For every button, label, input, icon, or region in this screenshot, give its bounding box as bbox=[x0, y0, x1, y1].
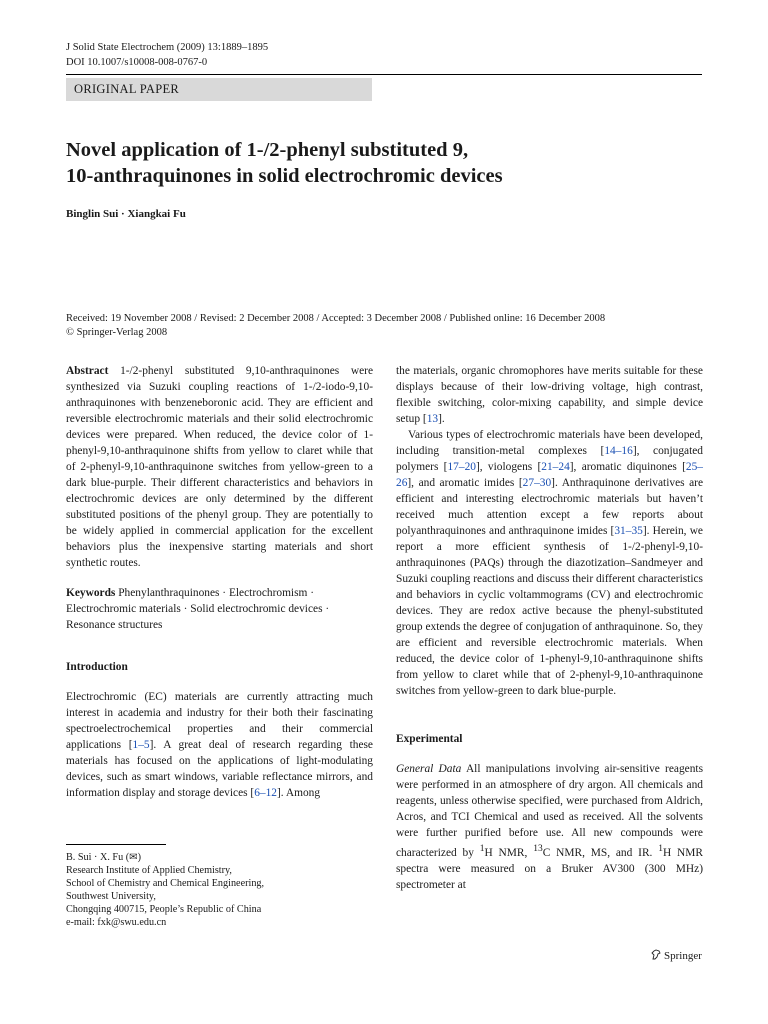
experimental-heading: Experimental bbox=[396, 733, 463, 745]
affiliation-line: School of Chemistry and Chemical Engineering, bbox=[66, 878, 265, 889]
citation-link[interactable]: 31–35 bbox=[614, 525, 643, 537]
article-type-banner: ORIGINAL PAPER bbox=[66, 78, 372, 101]
citation-link[interactable]: 1–5 bbox=[132, 739, 150, 751]
body-text: H NMR spectra were measured on a Bruker AV300 (300 MHz) spectrometer at bbox=[396, 846, 703, 891]
introduction-paragraph bbox=[66, 689, 373, 801]
body-text: the materials, organic chromophores have merits suitable for these displays because of their low-driving voltage, high contrast, flexible switching, color-mixing capability, and simple device setup [ bbox=[396, 365, 703, 425]
body-text: ], and aromatic imides [ bbox=[407, 477, 523, 489]
publisher-name: Springer bbox=[664, 950, 702, 962]
citation-link[interactable]: 14–16 bbox=[604, 445, 633, 457]
body-text: ], conjugated polymers [ bbox=[396, 445, 703, 473]
body-text: Various types of electrochromic materials have been developed, including transition-metal complexes [ bbox=[396, 429, 703, 457]
header-rule bbox=[66, 74, 702, 75]
citation-link[interactable]: 27–30 bbox=[522, 477, 552, 489]
intro-text: Electrochromic (EC) materials are currently attracting much interest in academia and industry for their both their fascinating spectroelectrochemical properties and their commercial applications [ bbox=[66, 691, 373, 751]
springer-horse-icon bbox=[651, 949, 661, 960]
authors: Binglin Sui · Xiangkai Fu bbox=[66, 208, 186, 220]
copyright: © Springer-Verlag 2008 bbox=[66, 327, 168, 338]
citation-link[interactable]: 13 bbox=[426, 413, 439, 425]
superscript: 1 bbox=[479, 844, 485, 854]
superscript: 13 bbox=[533, 844, 543, 854]
journal-citation: J Solid State Electrochem (2009) 13:1889–1895 bbox=[66, 42, 269, 53]
footnote-rule bbox=[66, 844, 166, 845]
keywords-label: Keywords bbox=[66, 587, 116, 599]
keywords-text: Phenylanthraquinones · Electrochromism · Electrochromic materials · Solid electrochromic devices · Resonance structures bbox=[66, 587, 330, 631]
email-link[interactable]: e-mail: fxk@swu.edu.cn bbox=[66, 917, 167, 928]
abstract-label: Abstract bbox=[66, 365, 109, 377]
body-text: H NMR, bbox=[484, 846, 534, 859]
body-text: ]. Herein, we report a more efficient synthesis of 1-/2-phenyl-9,10-anthraquinones (PAQs) through the diazotization–Sandmeyer and Suzuki coupling reactions and discuss their different characteristics and behaviors in cyclic voltammograms (CV) and electrochromic devices. They are redox active because the phenyl-substituted group extends the degree of conjugation of anthraquinone. So, they are efficient and reversible electrochromic materials. When reduced, the device color of 1-phenyl-9,10-anthraquinone shifts from yellow to claret while that of 2-phenyl-9,10-anthraquinone switches from yellow-green to dark blue-purple. bbox=[396, 525, 703, 697]
intro-text: ]. A great deal of research regarding these materials has focused on the applications of light-modulating devices, such as smart windows, variable reflectance mirrors, and information display and storage devices [ bbox=[66, 739, 373, 799]
body-text: C NMR, MS, and IR. bbox=[542, 846, 659, 859]
left-column bbox=[66, 363, 373, 801]
abstract bbox=[66, 363, 373, 571]
citation-link[interactable]: 17–20 bbox=[447, 461, 476, 473]
paper-title bbox=[66, 137, 706, 189]
abstract-text: 1-/2-phenyl substituted 9,10-anthraquinones were synthesized via Suzuki coupling reactions of 1-/2-iodo-9,10-anthraquinones with benzeneboronic acid. They are efficient and reversible electrochromic materials and their solid electrochromic devices were prepared. When reduced, the device color of 1-phenyl-9,10-anthraquinone shifts from yellow to claret while that of 2-phenyl-9,10-anthraquinone switches from yellow-green to a dark blue-purple. Their different characteristics and behaviors in electrochromic devices are only determined by the different substituted positions of the phenyl group. They are potentially to be widely applied in commercial application for the excellent behaviors plus the inexpensive starting materials and short synthetic routes. bbox=[66, 365, 373, 569]
body-text: ]. bbox=[438, 413, 445, 425]
citation-link[interactable]: 21–24 bbox=[541, 461, 570, 473]
body-text: ], aromatic diquinones [ bbox=[569, 461, 686, 473]
article-history: Received: 19 November 2008 / Revised: 2 December 2008 / Accepted: 3 December 2008 / Published online: 16 December 2008 bbox=[66, 313, 606, 324]
paragraph bbox=[396, 363, 703, 427]
paragraph bbox=[396, 427, 703, 699]
affiliation bbox=[66, 851, 366, 929]
body-text: ], viologens [ bbox=[475, 461, 542, 473]
citation-link[interactable]: 25–26 bbox=[396, 461, 703, 489]
corresponding-authors: B. Sui · X. Fu (✉) bbox=[66, 852, 142, 863]
superscript: 1 bbox=[658, 844, 663, 854]
intro-text: ]. Among bbox=[277, 787, 321, 799]
title-line-1: Novel application of 1-/2-phenyl substituted 9, bbox=[66, 139, 469, 161]
affiliation-line: Research Institute of Applied Chemistry, bbox=[66, 865, 232, 876]
introduction-heading: Introduction bbox=[66, 661, 128, 673]
title-line-2: 10-anthraquinones in solid electrochromic devices bbox=[66, 165, 503, 187]
keywords bbox=[66, 585, 373, 633]
body-text: ]. Anthraquinone derivatives are efficient and interesting electrochromic materials but haven’t received much attention except a few reports about polyanthraquinones and anthraquinone imides [ bbox=[396, 477, 703, 537]
citation-link[interactable]: 6–12 bbox=[254, 787, 277, 799]
affiliation-line: Southwest University, bbox=[66, 891, 156, 902]
affiliation-line: Chongqing 400715, People’s Republic of China bbox=[66, 904, 262, 915]
publisher-mark bbox=[651, 949, 702, 962]
doi[interactable]: DOI 10.1007/s10008-008-0767-0 bbox=[66, 57, 208, 68]
body-text: All manipulations involving air-sensitive reagents were performed in an atmosphere of dry argon. All chemicals and reagents, unless otherwise specified, were purchased from Aldrich, Acros, and TCI Chemical and used as received. All the solvents were further purified before use. All new compounds were characterized by bbox=[396, 763, 704, 859]
right-column bbox=[396, 363, 703, 893]
experimental-paragraph bbox=[396, 761, 703, 893]
general-data-label: General Data bbox=[396, 763, 462, 775]
